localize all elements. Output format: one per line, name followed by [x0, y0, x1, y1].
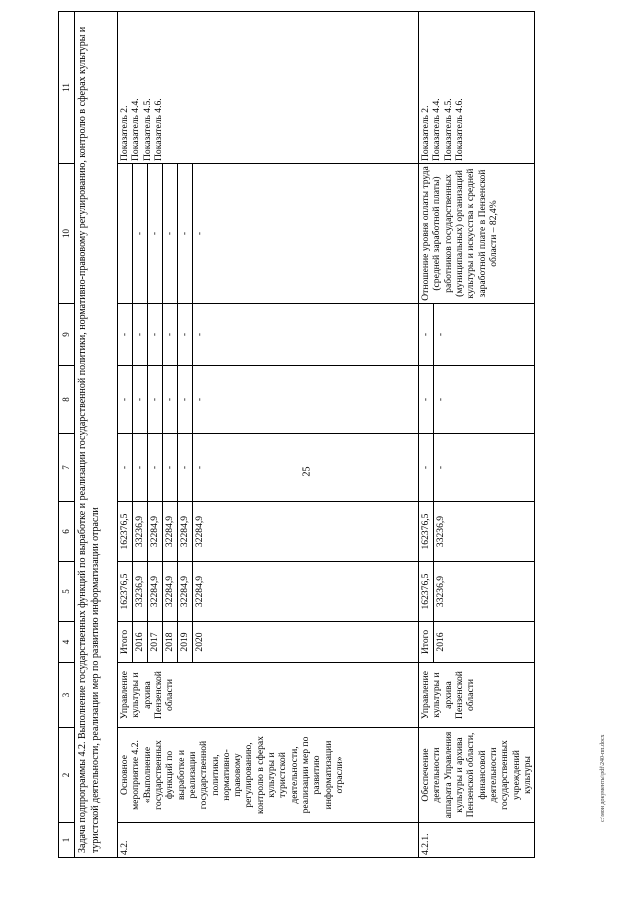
- col-number: 3: [59, 663, 75, 728]
- year: Итого: [118, 622, 133, 662]
- other-cell: [118, 304, 419, 366]
- year: 2016: [133, 622, 148, 662]
- col-number: 7: [59, 434, 75, 502]
- col-number: 8: [59, 366, 75, 434]
- other-value: -: [148, 304, 163, 365]
- indicators: [419, 12, 535, 164]
- executor: Управление культуры и архива Пензенской области: [118, 663, 419, 728]
- total-value: 32284,9: [194, 575, 205, 608]
- row-number: 4.2.: [118, 823, 419, 858]
- result-value: -: [194, 231, 205, 236]
- regional-value: 32284,9: [148, 502, 163, 561]
- year: 2017: [148, 622, 163, 662]
- federal-value: -: [178, 434, 193, 501]
- year: 2019: [178, 622, 193, 662]
- federal-cell: [419, 434, 535, 502]
- municipal-value: -: [419, 366, 434, 433]
- municipal-cell: [419, 366, 535, 434]
- total-cell: [419, 562, 535, 622]
- other-value: -: [178, 304, 193, 365]
- total-cell: [118, 562, 419, 622]
- executor: Управление культуры и архива Пензенской области: [419, 663, 535, 728]
- total-value: 33236,9: [133, 562, 148, 621]
- indicator: Показатель 2.: [420, 105, 431, 161]
- result-value: -: [163, 164, 178, 303]
- total-value: 162376,5: [118, 562, 133, 621]
- regional-value: 33236,9: [133, 502, 148, 561]
- measure-name: Обеспечение деятельности аппарата Управления культуры и архива Пензенской области, финансовой деятельности государственных учреждений культуры: [419, 728, 535, 823]
- total-value: 32284,9: [163, 562, 178, 621]
- col-number: 9: [59, 304, 75, 366]
- regional-value: 162376,5: [419, 502, 434, 561]
- federal-value: -: [133, 434, 148, 501]
- table-row: [118, 12, 419, 858]
- page-number: 25: [301, 466, 313, 477]
- federal-value: -: [148, 434, 163, 501]
- indicators: [118, 12, 419, 164]
- regional-value: 33236,9: [435, 515, 446, 548]
- other-value: -: [163, 304, 178, 365]
- municipal-value: -: [435, 397, 446, 402]
- federal-value: -: [194, 465, 205, 470]
- municipal-cell: [118, 366, 419, 434]
- col-number: 10: [59, 164, 75, 304]
- year: Итого: [419, 622, 434, 662]
- task-title: Задача подпрограммы 4.2. Выполнение государственных функций по выработке и реализации государственной политики, нормативно-правовому регулированию, контролю в сферах культуры и туристской деятельности, реализации мер по развитию информатизации отрасли: [75, 12, 118, 858]
- program-table: [58, 11, 535, 858]
- result-cell: [118, 164, 419, 304]
- other-cell: [419, 304, 535, 366]
- indicator: Показатель 4.6.: [453, 98, 465, 161]
- regional-value: 32284,9: [163, 502, 178, 561]
- indicator: Показатель 4.4.: [431, 98, 443, 161]
- regional-cell: [118, 502, 419, 562]
- federal-value: -: [435, 465, 446, 470]
- federal-value: -: [118, 434, 133, 501]
- total-value: 32284,9: [148, 562, 163, 621]
- total-value: 32284,9: [178, 562, 193, 621]
- year: 2020: [194, 632, 205, 652]
- expected-result: Отношение уровня оплаты труда (средней заработной платы) работников государственных (муниципальных) организаций культуры и искусства к средней заработной плате в Пензенской области – 82,4%: [419, 164, 535, 304]
- years-cell: [419, 622, 535, 663]
- other-value: -: [118, 304, 133, 365]
- rotated-table-page: [58, 12, 578, 858]
- regional-value: 162376,5: [118, 502, 133, 561]
- total-value: 162376,5: [419, 562, 434, 621]
- regional-value: 32284,9: [178, 502, 193, 561]
- other-value: -: [194, 332, 205, 337]
- footer-path: c:\мои документы\pdf\240-пп.docx: [600, 734, 606, 822]
- result-value: -: [178, 164, 193, 303]
- indicator: Показатель 4.5.: [442, 98, 454, 161]
- result-value: [118, 164, 133, 303]
- year: 2018: [163, 622, 178, 662]
- task-row: [75, 12, 118, 858]
- column-number-row: [59, 12, 75, 858]
- regional-cell: [419, 502, 535, 562]
- municipal-value: -: [163, 366, 178, 433]
- federal-value: -: [163, 434, 178, 501]
- col-number: 4: [59, 622, 75, 663]
- table-row: [419, 12, 535, 858]
- measure-name: Основное мероприятие 4.2. «Выполнение государственных функций по выработке и реализации государственной политики, нормативно-правовому регулированию, контролю в сферах культуры и туристской деятельности, реализации мер по развитию информатизации отрасли»: [118, 728, 419, 823]
- col-number: 5: [59, 562, 75, 622]
- col-number: 6: [59, 502, 75, 562]
- other-value: -: [419, 304, 434, 365]
- years-cell: [118, 622, 419, 663]
- result-value: -: [133, 164, 148, 303]
- municipal-value: -: [178, 366, 193, 433]
- municipal-value: -: [194, 397, 205, 402]
- indicator: Показатель 4.4.: [130, 98, 142, 161]
- municipal-value: -: [118, 366, 133, 433]
- municipal-value: -: [133, 366, 148, 433]
- other-value: -: [133, 304, 148, 365]
- total-value: 33236,9: [435, 575, 446, 608]
- indicator: Показатель 4.6.: [152, 98, 164, 161]
- col-number: 1: [59, 823, 75, 858]
- federal-value: -: [419, 434, 434, 501]
- indicator: Показатель 4.5.: [141, 98, 153, 161]
- other-value: -: [435, 332, 446, 337]
- col-number: 2: [59, 728, 75, 823]
- col-number: 11: [59, 12, 75, 164]
- federal-cell: [118, 434, 419, 502]
- row-number: 4.2.1.: [419, 823, 535, 858]
- year: 2016: [435, 632, 446, 652]
- result-value: -: [148, 164, 163, 303]
- regional-value: 32284,9: [194, 515, 205, 548]
- municipal-value: -: [148, 366, 163, 433]
- indicator: Показатель 2.: [119, 105, 130, 161]
